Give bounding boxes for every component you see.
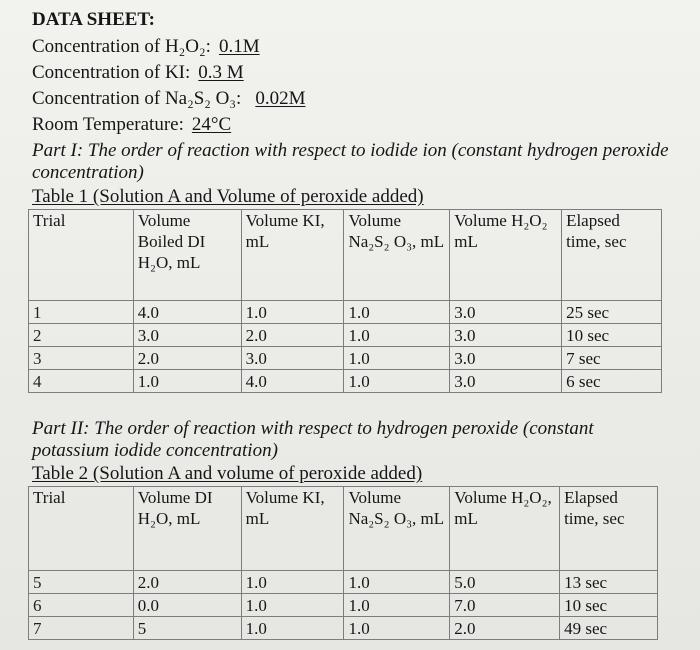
part1-description: Part I: The order of reaction with respect to iodide ion (constant hydrogen peroxide concentration): [32, 140, 669, 183]
table-2: [28, 486, 658, 640]
table-row: [29, 594, 658, 617]
trial-cell: 7: [29, 617, 134, 640]
h2o2-concentration-label: Concentration of H₂O₂:: [32, 36, 211, 57]
ki-concentration-label: Concentration of KI:: [32, 62, 191, 83]
na2s2o3-concentration-label: Concentration of Na₂S₂ O₃:: [32, 88, 242, 109]
table-row: [29, 347, 662, 370]
table2-header-row: [29, 487, 658, 571]
ki-volume-cell: 1.0: [241, 594, 344, 617]
table2-header-trial: Trial: [29, 487, 134, 571]
table1-caption: Table 1 (Solution A and Volume of peroxide added): [32, 186, 424, 207]
na2s2o3-volume-cell: 1.0: [344, 617, 450, 640]
table1-header-water: Volume Boiled DI H₂O, mL: [133, 210, 241, 301]
water-volume-cell: 5: [133, 617, 241, 640]
ki-concentration: [32, 62, 244, 84]
table2-header-na2s2o3: Volume Na₂S₂ O₃, mL: [344, 487, 450, 571]
na2s2o3-volume-cell: 1.0: [344, 594, 450, 617]
water-volume-cell: 0.0: [133, 594, 241, 617]
water-volume-cell: 4.0: [133, 301, 241, 324]
table1-header-trial: Trial: [29, 210, 134, 301]
elapsed-time-cell: 49 sec: [560, 617, 658, 640]
trial-cell: 5: [29, 571, 134, 594]
elapsed-time-cell: 7 sec: [562, 347, 662, 370]
na2s2o3-concentration: [32, 88, 305, 110]
table2-header-time: Elapsed time, sec: [560, 487, 658, 571]
na2s2o3-volume-cell: 1.0: [344, 324, 450, 347]
h2o2-volume-cell: 3.0: [450, 324, 562, 347]
table-row: [29, 370, 662, 393]
table-row: [29, 571, 658, 594]
table-row: [29, 324, 662, 347]
table-row: [29, 617, 658, 640]
ki-volume-cell: 2.0: [241, 324, 344, 347]
h2o2-concentration: [32, 36, 260, 58]
table2-header-ki: Volume KI, mL: [241, 487, 344, 571]
room-temperature-value: 24°C: [191, 114, 232, 135]
table2-header-water: Volume DI H₂O, mL: [133, 487, 241, 571]
elapsed-time-cell: 10 sec: [560, 594, 658, 617]
h2o2-volume-cell: 3.0: [450, 347, 562, 370]
table1-header-ki: Volume KI, mL: [241, 210, 344, 301]
water-volume-cell: 2.0: [133, 347, 241, 370]
sheet-title: DATA SHEET:: [32, 9, 155, 30]
table1-header-na2s2o3: Volume Na₂S₂ O₃, mL: [344, 210, 450, 301]
table2-caption: Table 2 (Solution A and volume of peroxide added): [32, 463, 423, 484]
ki-volume-cell: 1.0: [241, 617, 344, 640]
table1-header-time: Elapsed time, sec: [562, 210, 662, 301]
trial-cell: 2: [29, 324, 134, 347]
na2s2o3-volume-cell: 1.0: [344, 370, 450, 393]
elapsed-time-cell: 25 sec: [562, 301, 662, 324]
trial-cell: 4: [29, 370, 134, 393]
water-volume-cell: 3.0: [133, 324, 241, 347]
h2o2-volume-cell: 7.0: [450, 594, 560, 617]
ki-volume-cell: 1.0: [241, 571, 344, 594]
room-temperature-label: Room Temperature:: [32, 114, 184, 135]
h2o2-concentration-value: 0.1M: [218, 36, 260, 57]
trial-cell: 6: [29, 594, 134, 617]
ki-volume-cell: 4.0: [241, 370, 344, 393]
ki-concentration-value: 0.3 M: [198, 62, 244, 83]
ki-volume-cell: 3.0: [241, 347, 344, 370]
table2-header-h2o2: Volume H₂O₂, mL: [450, 487, 560, 571]
h2o2-volume-cell: 2.0: [450, 617, 560, 640]
na2s2o3-concentration-value: 0.02M: [255, 88, 306, 109]
room-temperature: [32, 114, 231, 136]
na2s2o3-volume-cell: 1.0: [344, 301, 450, 324]
ki-volume-cell: 1.0: [241, 301, 344, 324]
part2-description: Part II: The order of reaction with respect to hydrogen peroxide (constant potassium iodide concentration): [32, 418, 594, 461]
na2s2o3-volume-cell: 1.0: [344, 571, 450, 594]
trial-cell: 1: [29, 301, 134, 324]
elapsed-time-cell: 13 sec: [560, 571, 658, 594]
h2o2-volume-cell: 3.0: [450, 370, 562, 393]
table1-header-h2o2: Volume H₂O₂ mL: [450, 210, 562, 301]
table-row: [29, 301, 662, 324]
trial-cell: 3: [29, 347, 134, 370]
elapsed-time-cell: 10 sec: [562, 324, 662, 347]
table-1: [28, 209, 662, 393]
elapsed-time-cell: 6 sec: [562, 370, 662, 393]
table1-header-row: [29, 210, 662, 301]
h2o2-volume-cell: 5.0: [450, 571, 560, 594]
water-volume-cell: 2.0: [133, 571, 241, 594]
water-volume-cell: 1.0: [133, 370, 241, 393]
na2s2o3-volume-cell: 1.0: [344, 347, 450, 370]
h2o2-volume-cell: 3.0: [450, 301, 562, 324]
